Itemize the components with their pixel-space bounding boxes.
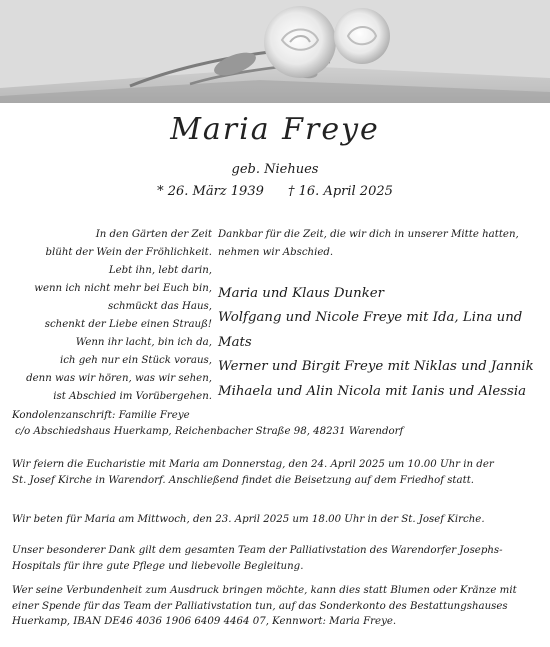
poem-line: Wenn ihr lacht, bin ich da,	[75, 337, 212, 348]
poem-line: In den Gärten der Zeit	[95, 229, 212, 240]
poem	[6, 226, 212, 406]
mourner-line: Mihaela und Alin Nicola mit Ianis und Alessia	[218, 383, 527, 399]
birth-name: geb. Niehues	[231, 162, 319, 177]
donation-line: Huerkamp, IBAN DE46 4036 1906 6409 4464 07, Kennwort: Maria Freye.	[12, 616, 397, 627]
poem-line: schenkt der Liebe einen Strauß!	[44, 319, 212, 330]
poem-line: ich geh nur ein Stück voraus,	[59, 355, 212, 366]
mourner-line: Werner und Birgit Freye mit Niklas und Jannik	[218, 359, 534, 375]
birth-date: * 26. März 1939	[157, 184, 264, 199]
gratitude-line: Unser besonderer Dank gilt dem gesamten Team der Palliativstation des Warendorfer Josephs-	[12, 545, 503, 556]
poem-line: Lebt ihn, lebt darin,	[108, 265, 212, 276]
poem-line: ist Abschied im Vorübergehen.	[53, 391, 212, 402]
thanks-text	[218, 226, 544, 262]
mass-line: St. Josef Kirche in Warendorf. Anschließend findet die Beisetzung auf dem Friedhof statt.	[12, 474, 475, 486]
gratitude-paragraph	[12, 543, 538, 574]
donation-line: einer Spende für das Team der Palliativstation tun, auf das Sonderkonto des Bestattungshauses	[12, 600, 508, 612]
life-dates	[0, 184, 550, 199]
poem-line: schmückt das Haus,	[108, 301, 212, 312]
condolence-address	[12, 408, 538, 439]
gratitude-line: Hospitals für ihre gute Pflege und liebevolle Begleitung.	[12, 560, 304, 572]
prayer-line: Wir beten für Maria am Mittwoch, den 23. April 2025 um 18.00 Uhr in der St. Josef Kirche.	[12, 514, 485, 525]
roses-image	[0, 0, 550, 103]
deceased-name: Maria Freye	[170, 112, 380, 147]
death-date: † 16. April 2025	[288, 184, 393, 199]
address-line: c/o Abschiedshaus Huerkamp, Reichenbacher Straße 98, 48231 Warendorf	[15, 425, 404, 437]
mass-line: Wir feiern die Eucharistie mit Maria am Donnerstag, den 24. April 2025 um 10.00 Uhr in der	[12, 459, 494, 470]
donation-line: Wer seine Verbundenheit zum Ausdruck bringen möchte, kann dies statt Blumen oder Kränze mit	[12, 585, 517, 596]
mass-paragraph	[12, 457, 538, 488]
mourners-list	[218, 282, 548, 404]
mourner-line: Maria und Klaus Dunker	[218, 286, 384, 301]
mourner-line: Mats	[218, 334, 252, 350]
poem-line: blüht der Wein der Fröhlichkeit.	[45, 247, 212, 258]
poem-line: wenn ich nicht mehr bei Euch bin,	[34, 283, 212, 294]
mourner-line: Wolfgang und Nicole Freye mit Ida, Lina und	[218, 310, 523, 326]
thanks-line: nehmen wir Abschied.	[218, 247, 334, 258]
address-line: Kondolenzanschrift: Familie Freye	[12, 410, 190, 421]
thanks-line: Dankbar für die Zeit, die wir dich in unserer Mitte hatten,	[218, 229, 519, 240]
donation-paragraph	[12, 583, 538, 630]
poem-line: denn was wir hören, was wir sehen,	[26, 373, 212, 384]
prayer-paragraph	[12, 512, 538, 528]
header-photo	[0, 0, 550, 103]
